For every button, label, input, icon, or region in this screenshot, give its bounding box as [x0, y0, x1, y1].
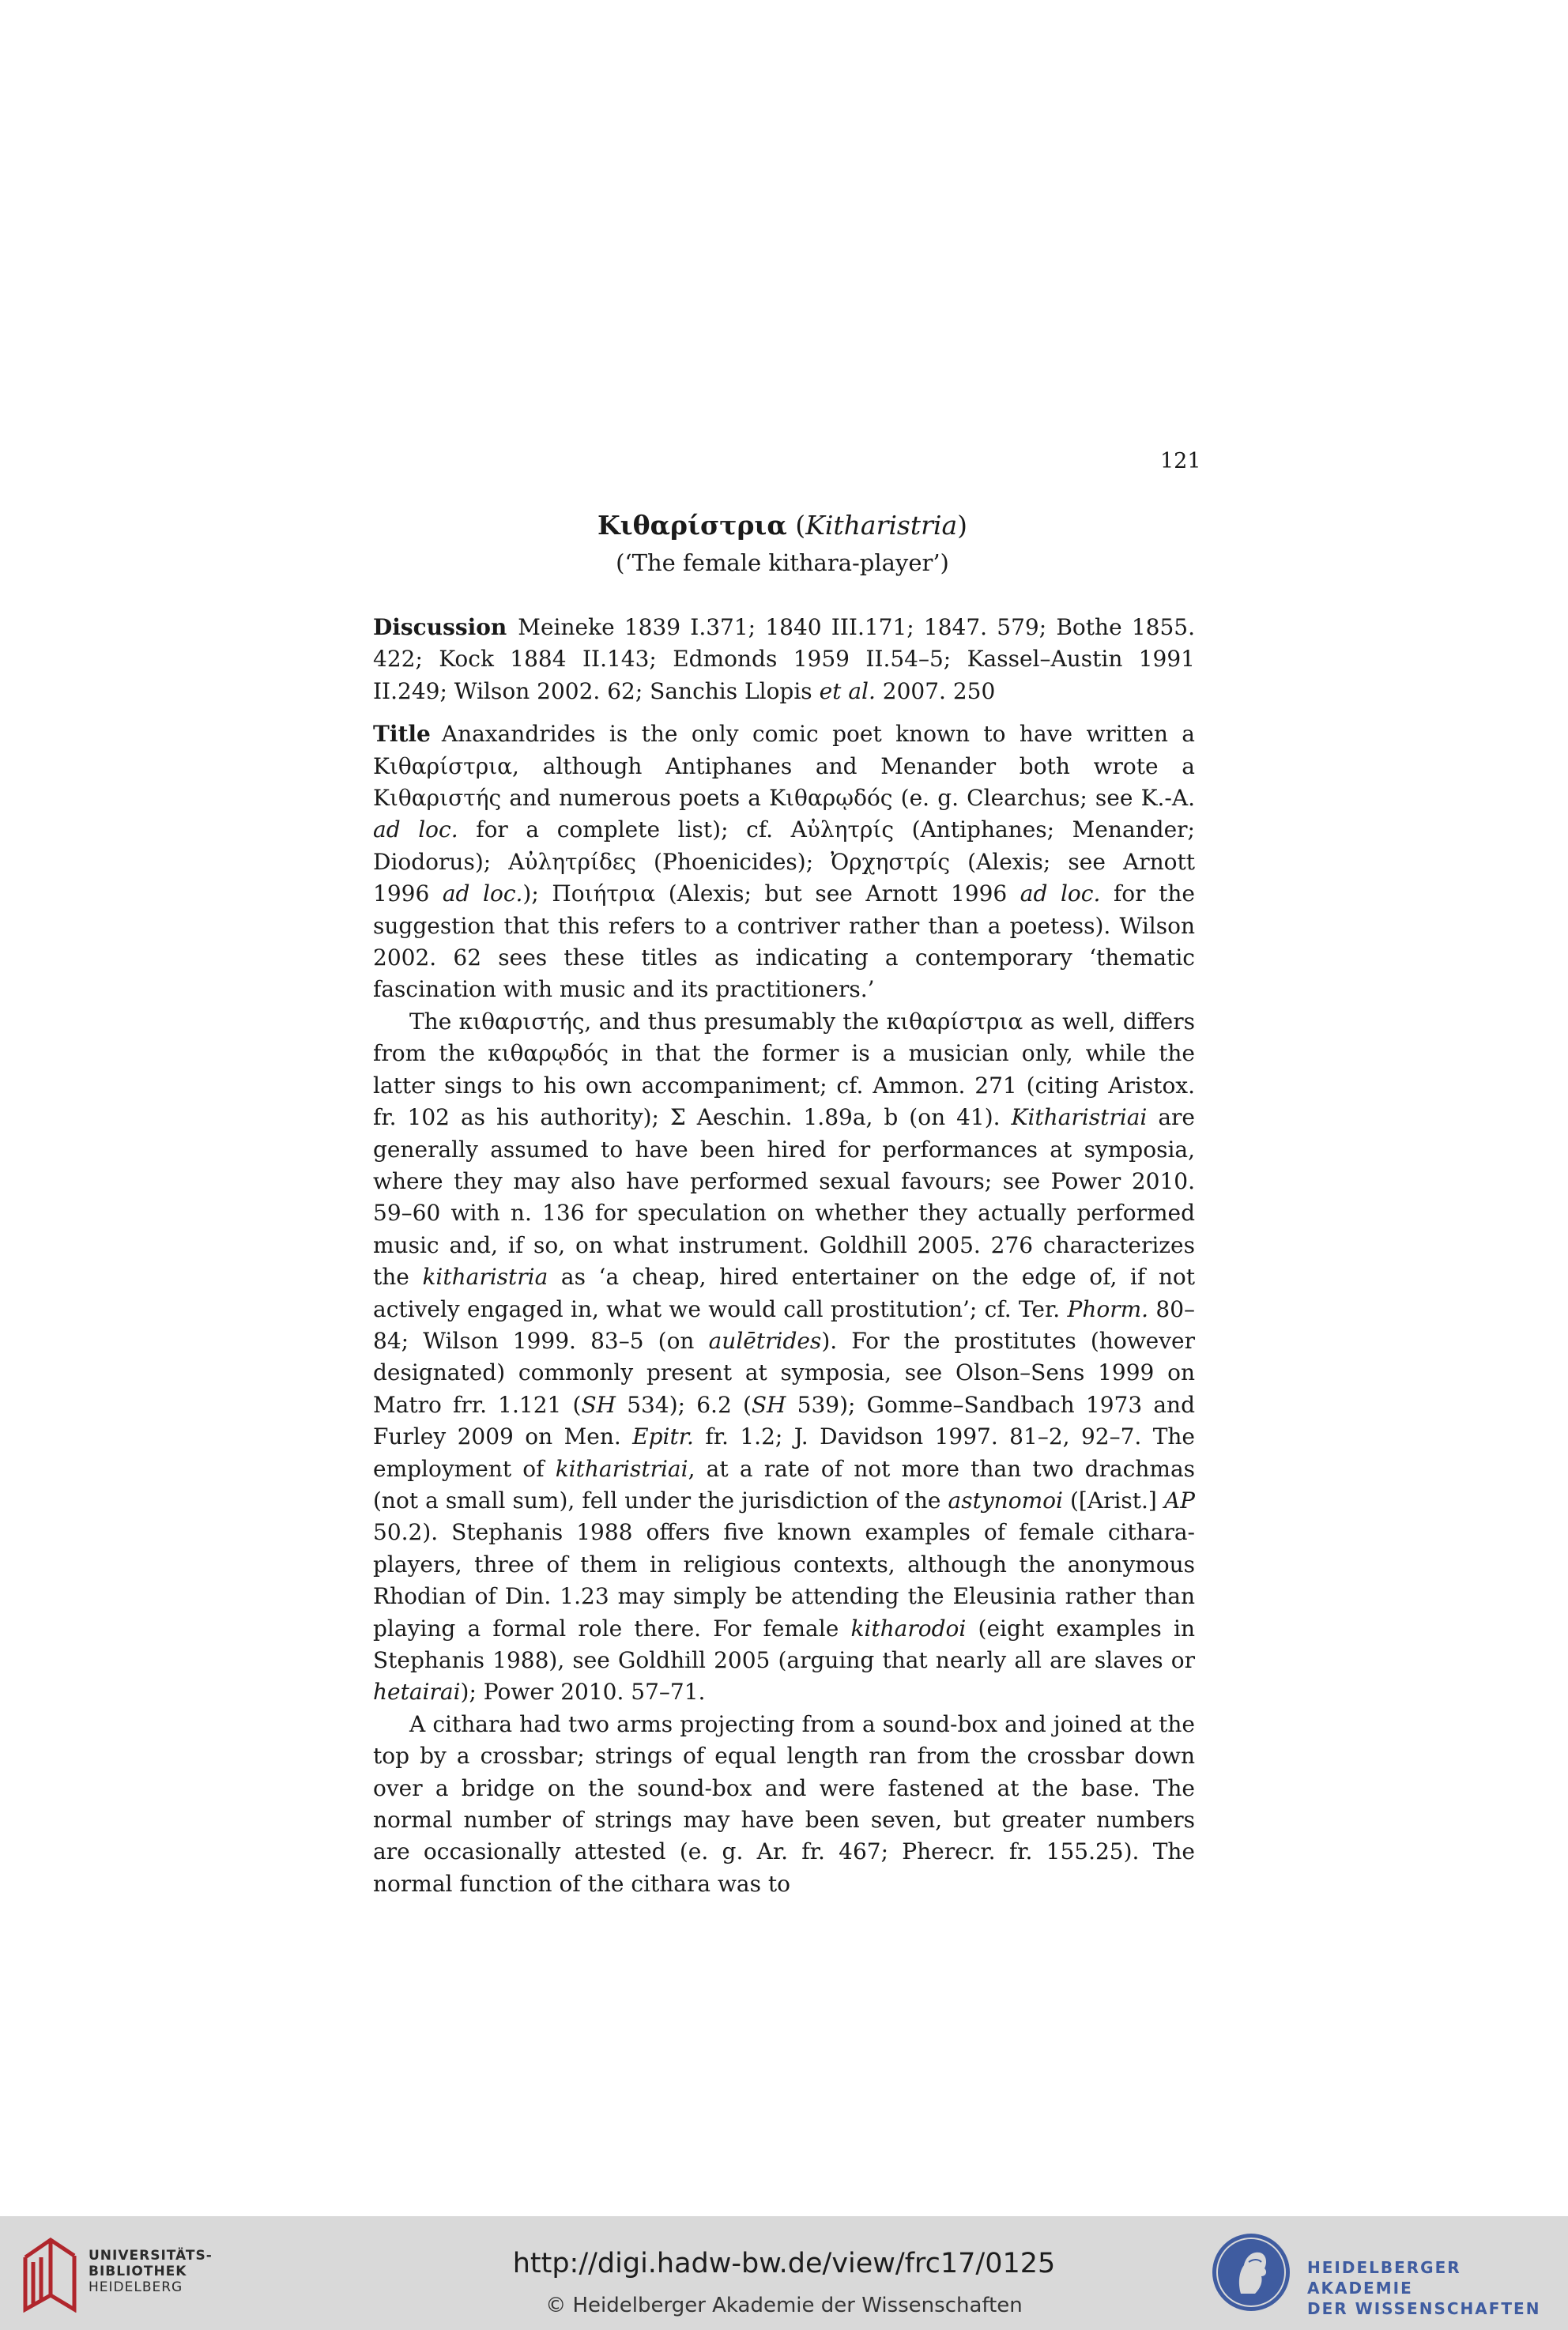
entry-title: Κιθαρίστρια (Kitharistria): [597, 510, 967, 541]
academy-line-2: DER WISSENSCHAFTEN: [1307, 2299, 1541, 2318]
copyright-notice: © Heidelberger Akademie der Wissenschaften: [545, 2294, 1023, 2317]
ub-line-3: HEIDELBERG: [89, 2279, 183, 2295]
title-label: Title: [373, 721, 431, 748]
academy-name: [1307, 2257, 1568, 2319]
discussion-label: Discussion: [373, 614, 507, 640]
greek-title: Κιθαρίστρια: [597, 510, 787, 541]
latin-title: Kitharistria: [805, 510, 958, 541]
permalink-url[interactable]: http://digi.hadw-bw.de/view/frc17/0125: [512, 2248, 1056, 2279]
title-paragraph: Title Anaxandrides is the only comic poet known to have written a Κιθαρίστρια, although Antiphanes and Menander both wrote a Κιθαριστής and numerous poets a Κιθαρῳδός (e. g. Clearchus; see K.-A. ad loc. for a complete list); cf. Αὐλητρίς (Antiphanes; Menander; Diodorus); Αὐλητρίδες (Phoenicides); Ὀρχηστρίς (Alexis; see Arnott 1996 ad loc.); Ποιήτρια (Alexis; but see Arnott 1996 ad loc. for the suggestion that this refers to a contriver rather than a poetess). Wilson 2002. 62 sees these titles as indicating a contemporary ‘thematic fascination with music and its practitioners.’: [373, 721, 1195, 1003]
discussion-paragraph: Discussion Meineke 1839 I.371; 1840 III.171; 1847. 579; Bothe 1855. 422; Kock 1884 II.143; Edmonds 1959 II.54–5; Kassel–Austin 1991 II.249; Wilson 2002. 62; Sanchis Llopis et al. 2007. 250: [373, 614, 1195, 704]
commentary-body: [373, 612, 1195, 1900]
academy-seal-icon: [1209, 2230, 1293, 2314]
academy-line-1: HEIDELBERGER AKADEMIE: [1307, 2258, 1461, 2298]
footer-bar: [0, 2216, 1568, 2330]
paragraph-kitharistes: The κιθαριστής, and thus presumably the κιθαρίστρια as well, differs from the κιθαρῳδός in that the former is a musician only, while the latter sings to his own accompaniment; cf. Ammon. 271 (citing Aristox. fr. 102 as his authority); Σ Aeschin. 1.89a, b (on 41). Kitharistriai are generally assumed to have been hired for performances at symposia, where they may also have performed sexual favours; see Power 2010. 59–60 with n. 136 for speculation on whether they actually performed music and, if so, on what instrument. Goldhill 2005. 276 characterizes the kitharistria as ‘a cheap, hired entertainer on the edge of, if not actively engaged in, what we would call prostitution’; cf. Ter. Phorm. 80–84; Wilson 1999. 83–5 (on aulētrides). For the prostitutes (however designated) commonly present at symposia, see Olson–Sens 1999 on Matro frr. 1.121 (SH 534); 6.2 (SH 539); Gomme–Sandbach 1973 and Furley 2009 on Men. Epitr. fr. 1.2; J. Davidson 1997. 81–2, 92–7. The employment of kitharistriai, at a rate of not more than two drachmas (not a small sum), fell under the jurisdiction of the astynomoi ([Arist.] AP 50.2). Stephanis 1988 offers five known examples of female cithara-players, three of them in religious contexts, although the anonymous Rhodian of Din. 1.23 may simply be attending the Eleusinia rather than playing a formal role there. For female kitharodoi (eight examples in Stephanis 1988), see Goldhill 2005 (arguing that nearly all are slaves or hetairai); Power 2010. 57–71.: [373, 1008, 1196, 1706]
entry-heading: [371, 506, 1193, 580]
title-translation: (‘The female kithara-player’): [616, 549, 949, 576]
page-number: 121: [1160, 449, 1201, 473]
paragraph-cithara: A cithara had two arms projecting from a sound-box and joined at the top by a crossbar; strings of equal length ran from the crossbar down over a bridge on the sound-box and were fastened at the base. The normal number of strings may have been seven, but greater numbers are occasionally attested (e. g. Ar. fr. 467; Pherecr. fr. 155.25). The normal function of the cithara was to: [373, 1710, 1195, 1897]
ub-line-1: UNIVERSITÄTS-: [89, 2248, 213, 2264]
ub-line-2: BIBLIOTHEK: [89, 2264, 187, 2279]
